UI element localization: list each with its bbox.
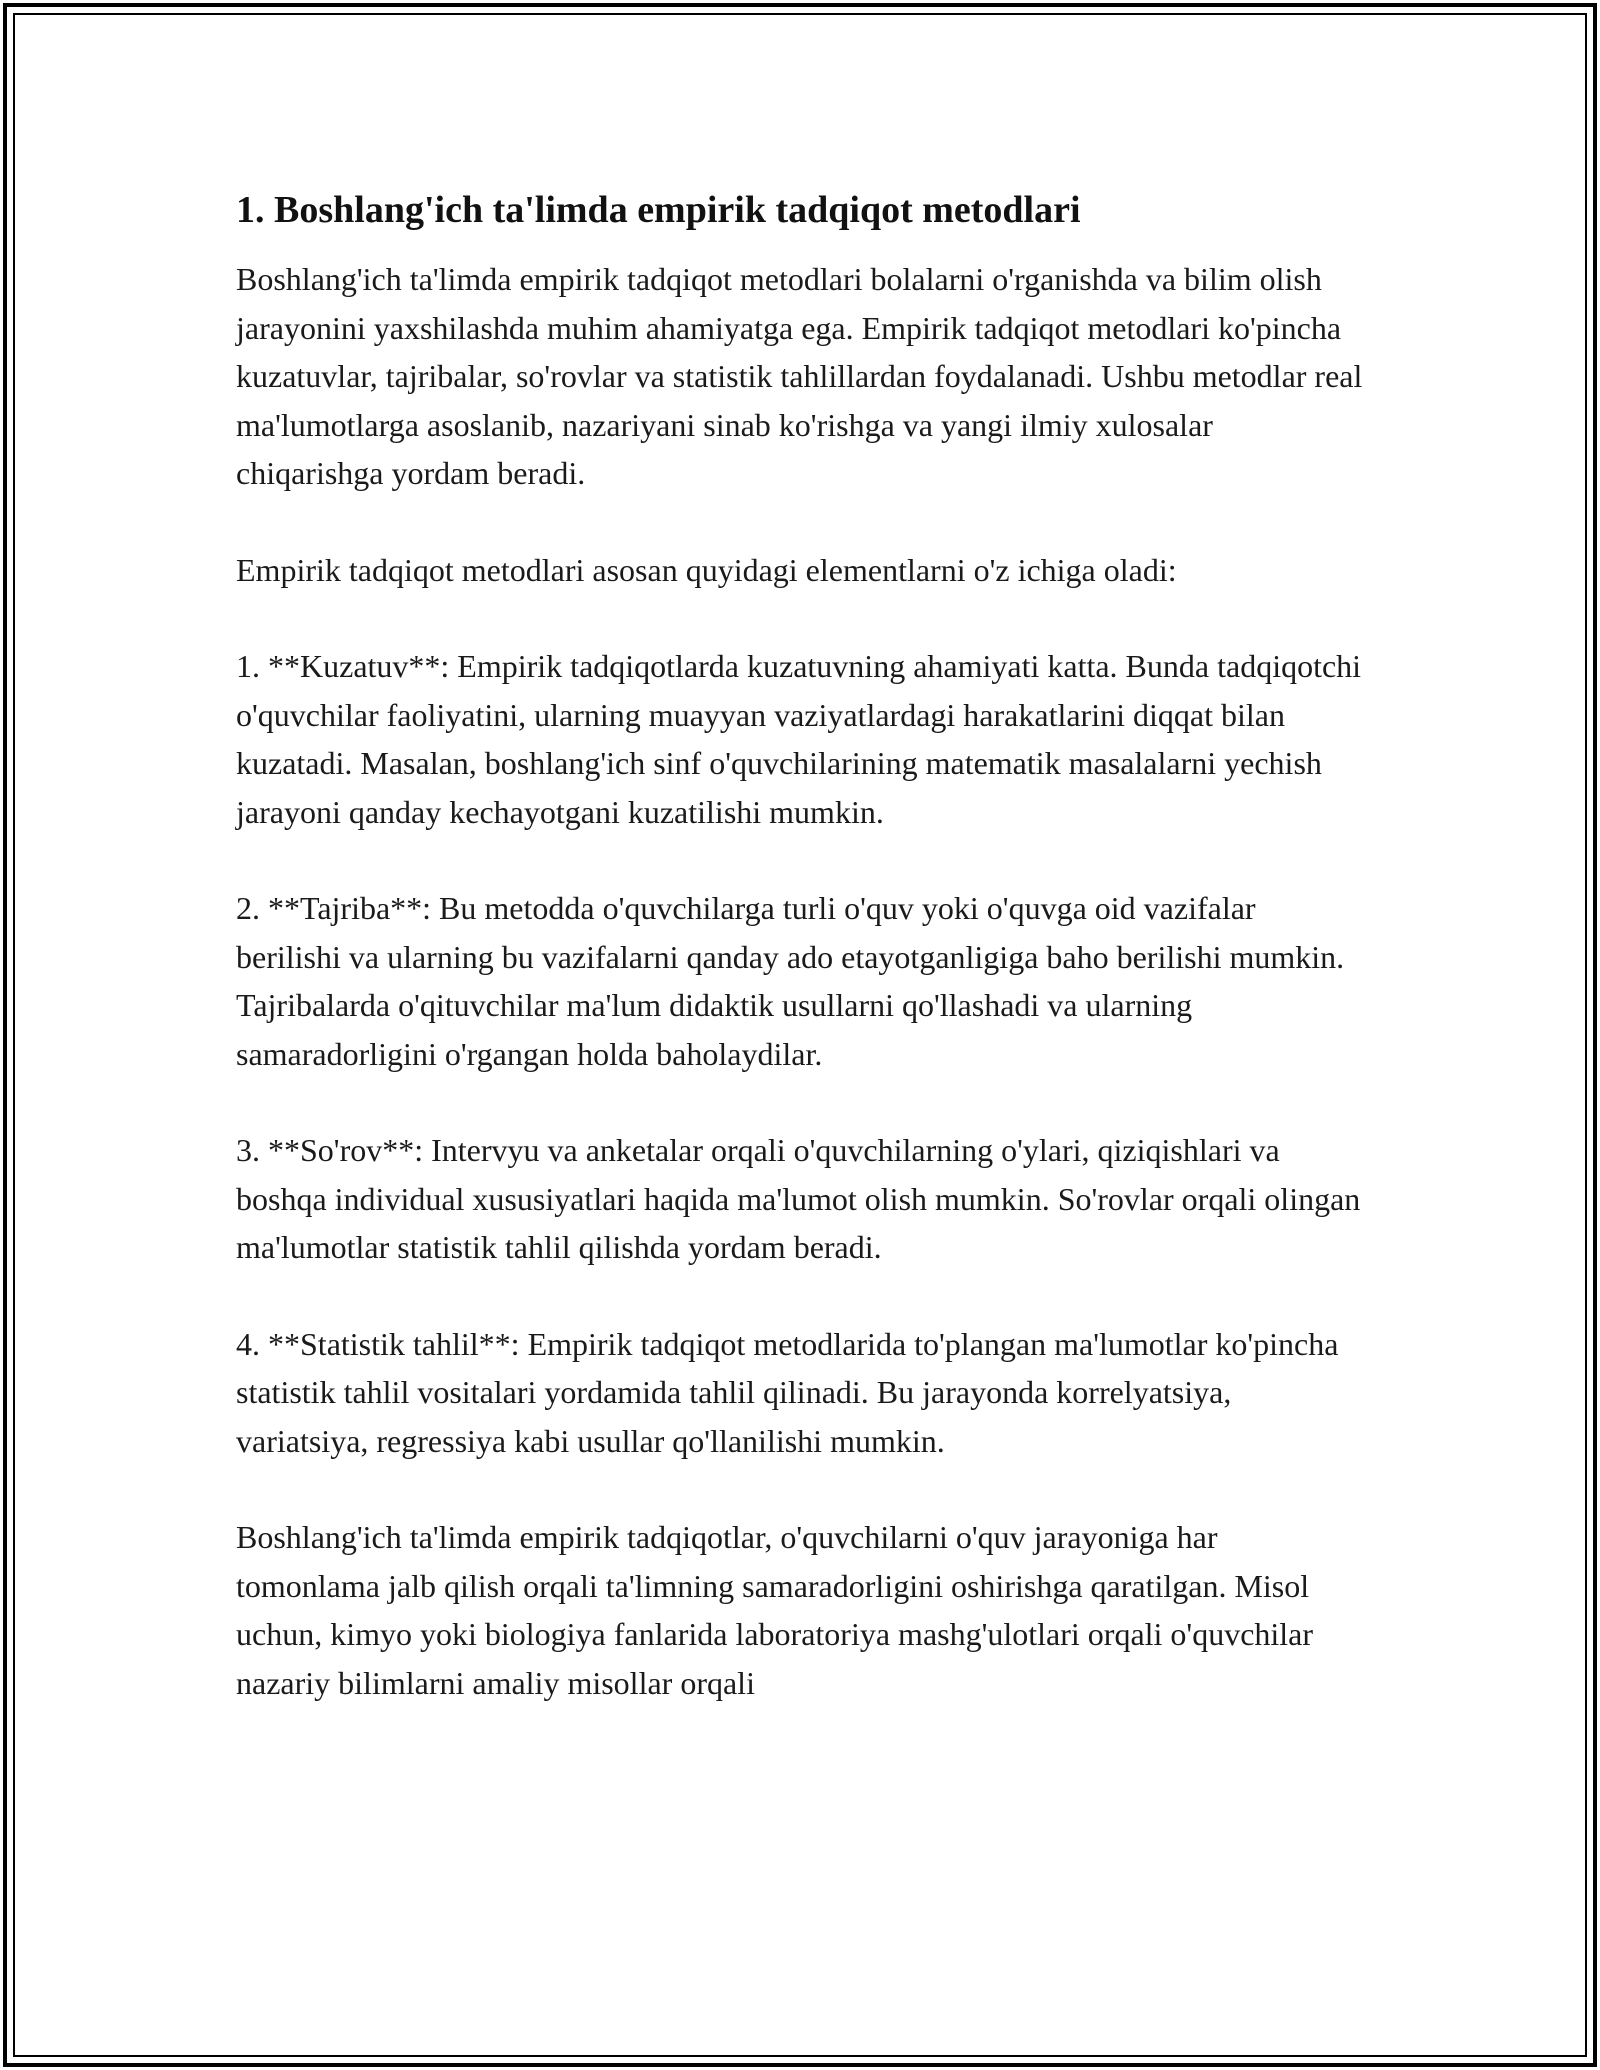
paragraph-intro: Boshlang'ich ta'limda empirik tadqiqot metodlari bolalarni o'rganishda va bilim olish jarayonini yaxshilashda muhim ahamiyatga ega. Empirik tadqiqot metodlari ko'pincha kuzatuvlar, tajribalar, so'rovlar va statistik tahlillardan foydalanadi. Ushbu metodlar real ma'lumotlarga asoslanib, nazariyani sinab ko'rishga va yangi ilmiy xulosalar chiqarishga yordam beradi. <box>236 261 1363 491</box>
paragraph-tajriba: 2. **Tajriba**: Bu metodda o'quvchilarga turli o'quv yoki o'quvga oid vazifalar berilishi va ularning bu vazifalarni qanday ado etayotganligiga baho berilishi mumkin. Tajribalarda o'qituvchilar ma'lum didaktik usullarni qo'llashadi va ularning samaradorligini o'rgangan holda baholaydilar. <box>236 890 1345 1072</box>
section-heading: 1. Boshlang'ich ta'limda empirik tadqiqot metodlari <box>236 189 1081 231</box>
paragraph-conclusion: Boshlang'ich ta'limda empirik tadqiqotlar, o'quvchilarni o'quv jarayoniga har tomonlama jalb qilish orqali ta'limning samaradorligini oshirishga qaratilgan. Misol uchun, kimyo yoki biologiya fanlarida laboratoriya mashg'ulotlari orqali o'quvchilar nazariy bilimlarni amaliy misollar orqali <box>236 1519 1314 1701</box>
paragraph-kuzatuv: 1. **Kuzatuv**: Empirik tadqiqotlarda kuzatuvning ahamiyati katta. Bunda tadqiqotchi o'quvchilar faoliyatini, ularning muayyan vaziyatlardagi harakatlarini diqqat bilan kuzatadi. Masalan, boshlang'ich sinf o'quvchilarining matematik masalalarni yechish jarayoni qanday kechayotgani kuzatilishi mumkin. <box>236 648 1362 830</box>
document-body <box>236 185 1366 1755</box>
paragraph-sorov: 3. **So'rov**: Intervyu va anketalar orqali o'quvchilarning o'ylari, qiziqishlari va boshqa individual xususiyatlari haqida ma'lumot olish mumkin. So'rovlar orqali olingan ma'lumotlar statistik tahlil qilishda yordam beradi. <box>236 1132 1361 1265</box>
paragraph-statistik-tahlil: 4. **Statistik tahlil**: Empirik tadqiqot metodlarida to'plangan ma'lumotlar ko'pincha statistik tahlil vositalari yordamida tahlil qilinadi. Bu jarayonda korrelyatsiya, variatsiya, regressiya kabi usullar qo'llanilishi mumkin. <box>236 1325 1339 1459</box>
paragraph-elements-lead: Empirik tadqiqot metodlari asosan quyidagi elementlarni o'z ichiga oladi: <box>236 551 1177 588</box>
